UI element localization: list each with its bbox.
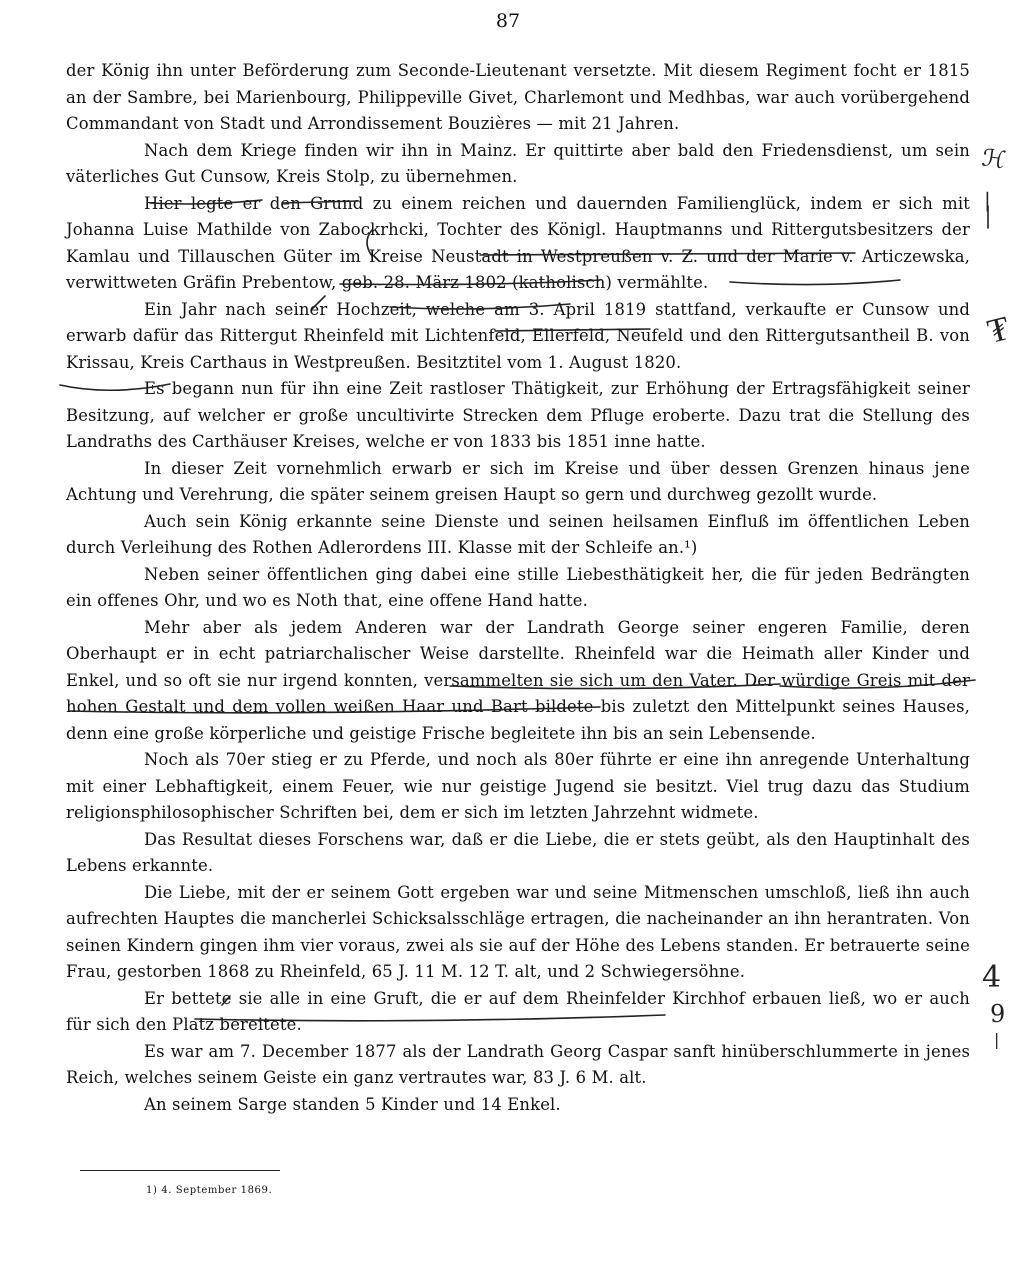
paragraph: Neben seiner öffentlichen ging dabei eine stille Liebesthätigkeit her, die für jeden Bedrängten ein offenes Ohr, und wo es Noth that, eine offene Hand hatte. xyxy=(66,564,970,610)
margin-annotation: ₮ xyxy=(983,308,1014,352)
footnote-divider xyxy=(80,1170,280,1171)
page-number: 87 xyxy=(495,10,521,32)
paragraph: In dieser Zeit vornehmlich erwarb er sich im Kreise und über dessen Grenzen hinaus jene Achtung und Verehrung, die später seinem greisen Haupt so gern und durchweg gezollt wurde. xyxy=(66,458,970,504)
margin-annotation: | xyxy=(994,1030,1000,1049)
paragraph: Auch sein König erkannte seine Dienste und seinen heilsamen Einfluß im öffentlichen Leben durch Verleihung des Rothen Adlerordens III. Klasse mit der Schleife an.¹) xyxy=(66,511,970,557)
margin-annotation: 4 xyxy=(982,960,1002,995)
margin-annotation: 9 xyxy=(990,1000,1006,1028)
paragraph: Er bettete sie alle in eine Gruft, die er auf dem Rheinfelder Kirchhof erbauen ließ, wo er auch für sich den Platz bereitete. xyxy=(66,988,970,1034)
paragraph: der König ihn unter Beförderung zum Seconde-Lieutenant versetzte. Mit diesem Regiment focht er 1815 an der Sambre, bei Marienbourg, Philippeville Givet, Charlemont und Medhbas, war auch vorübergehend Commandant von Stadt und Arrondissement Bouzières — mit 21 Jahren. xyxy=(66,61,970,133)
margin-annotation: ℋ xyxy=(980,143,1008,175)
paragraph: Das Resultat dieses Forschens war, daß er die Liebe, die er stets geübt, als den Hauptinhalt des Lebens erkannte. xyxy=(66,829,970,875)
paragraph: Hier legte er den Grund zu einem reichen und dauernden Familienglück, indem er sich mit Johanna Luise Mathilde von Zabockrhcki, Tochter des Königl. Hauptmanns und Rittergutsbesitzers der Kamlau und Tillauschen Güter im Kreise Neustadt in Westpreußen v. Z. und der Marie v. Articzewska, verwittweten Gräfin Prebentow, geb. 28. März 1802 (katholisch) vermählte. xyxy=(66,193,970,292)
paragraph: Die Liebe, mit der er seinem Gott ergeben war und seine Mitmenschen umschloß, ließ ihn auch aufrechten Hauptes die mancherlei Schicksalsschläge ertragen, die nacheinander an ihn herantraten. Von seinen Kindern gingen ihm vier voraus, zwei als sie auf der Höhe des Lebens standen. Er betrauerte seine Frau, gestorben 1868 zu Rheinfeld, 65 J. 11 M. 12 T. alt, und 2 Schwiegersöhne. xyxy=(66,882,970,981)
margin-annotation: | xyxy=(984,188,991,212)
paragraph: Es war am 7. December 1877 als der Landrath Georg Caspar sanft hinüberschlummerte in jenes Reich, welches seinem Geiste ein ganz vertrautes war, 83 J. 6 M. alt. xyxy=(66,1041,970,1087)
document-body xyxy=(66,58,970,1118)
footnote: 1) 4. September 1869. xyxy=(146,1185,273,1196)
paragraph: Mehr aber als jedem Anderen war der Landrath George seiner engeren Familie, deren Oberhaupt er in echt patriarchalischer Weise darstellte. Rheinfeld war die Heimath aller Kinder und Enkel, und so oft sie nur irgend konnten, versammelten sie sich um den Vater. Der würdige Greis mit der hohen Gestalt und dem vollen weißen Haar und Bart bildete bis zuletzt den Mittelpunkt seines Hauses, denn eine große körperliche und geistige Frische begleitete ihn bis an sein Lebensende. xyxy=(66,617,970,743)
paragraph: Ein Jahr nach seiner Hochzeit, welche am 3. April 1819 stattfand, verkaufte er Cunsow und erwarb dafür das Rittergut Rheinfeld mit Lichtenfeld, Ellerfeld, Neufeld und den Rittergutsantheil B. von Krissau, Kreis Carthaus in Westpreußen. Besitztitel vom 1. August 1820. xyxy=(66,299,970,372)
paragraph: Noch als 70er stieg er zu Pferde, und noch als 80er führte er eine ihn anregende Unterhaltung mit einer Lebhaftigkeit, einem Feuer, wie nur geistige Jugend sie besitzt. Viel trug dazu das Studium religionsphilosophischer Schriften bei, dem er sich im letzten Jahrzehnt widmete. xyxy=(66,750,970,822)
paragraph: An seinem Sarge standen 5 Kinder und 14 Enkel. xyxy=(144,1094,561,1114)
paragraph: Nach dem Kriege finden wir ihn in Mainz. Er quittirte aber bald den Friedensdienst, um sein väterliches Gut Cunsow, Kreis Stolp, zu übernehmen. xyxy=(66,140,970,186)
paragraph: Es begann nun für ihn eine Zeit rastloser Thätigkeit, zur Erhöhung der Ertragsfähigkeit seiner Besitzung, auf welcher er große uncultivirte Strecken dem Pfluge eroberte. Dazu trat die Stellung des Landraths des Carthäuser Kreises, welche er von 1833 bis 1851 inne hatte. xyxy=(66,379,970,451)
